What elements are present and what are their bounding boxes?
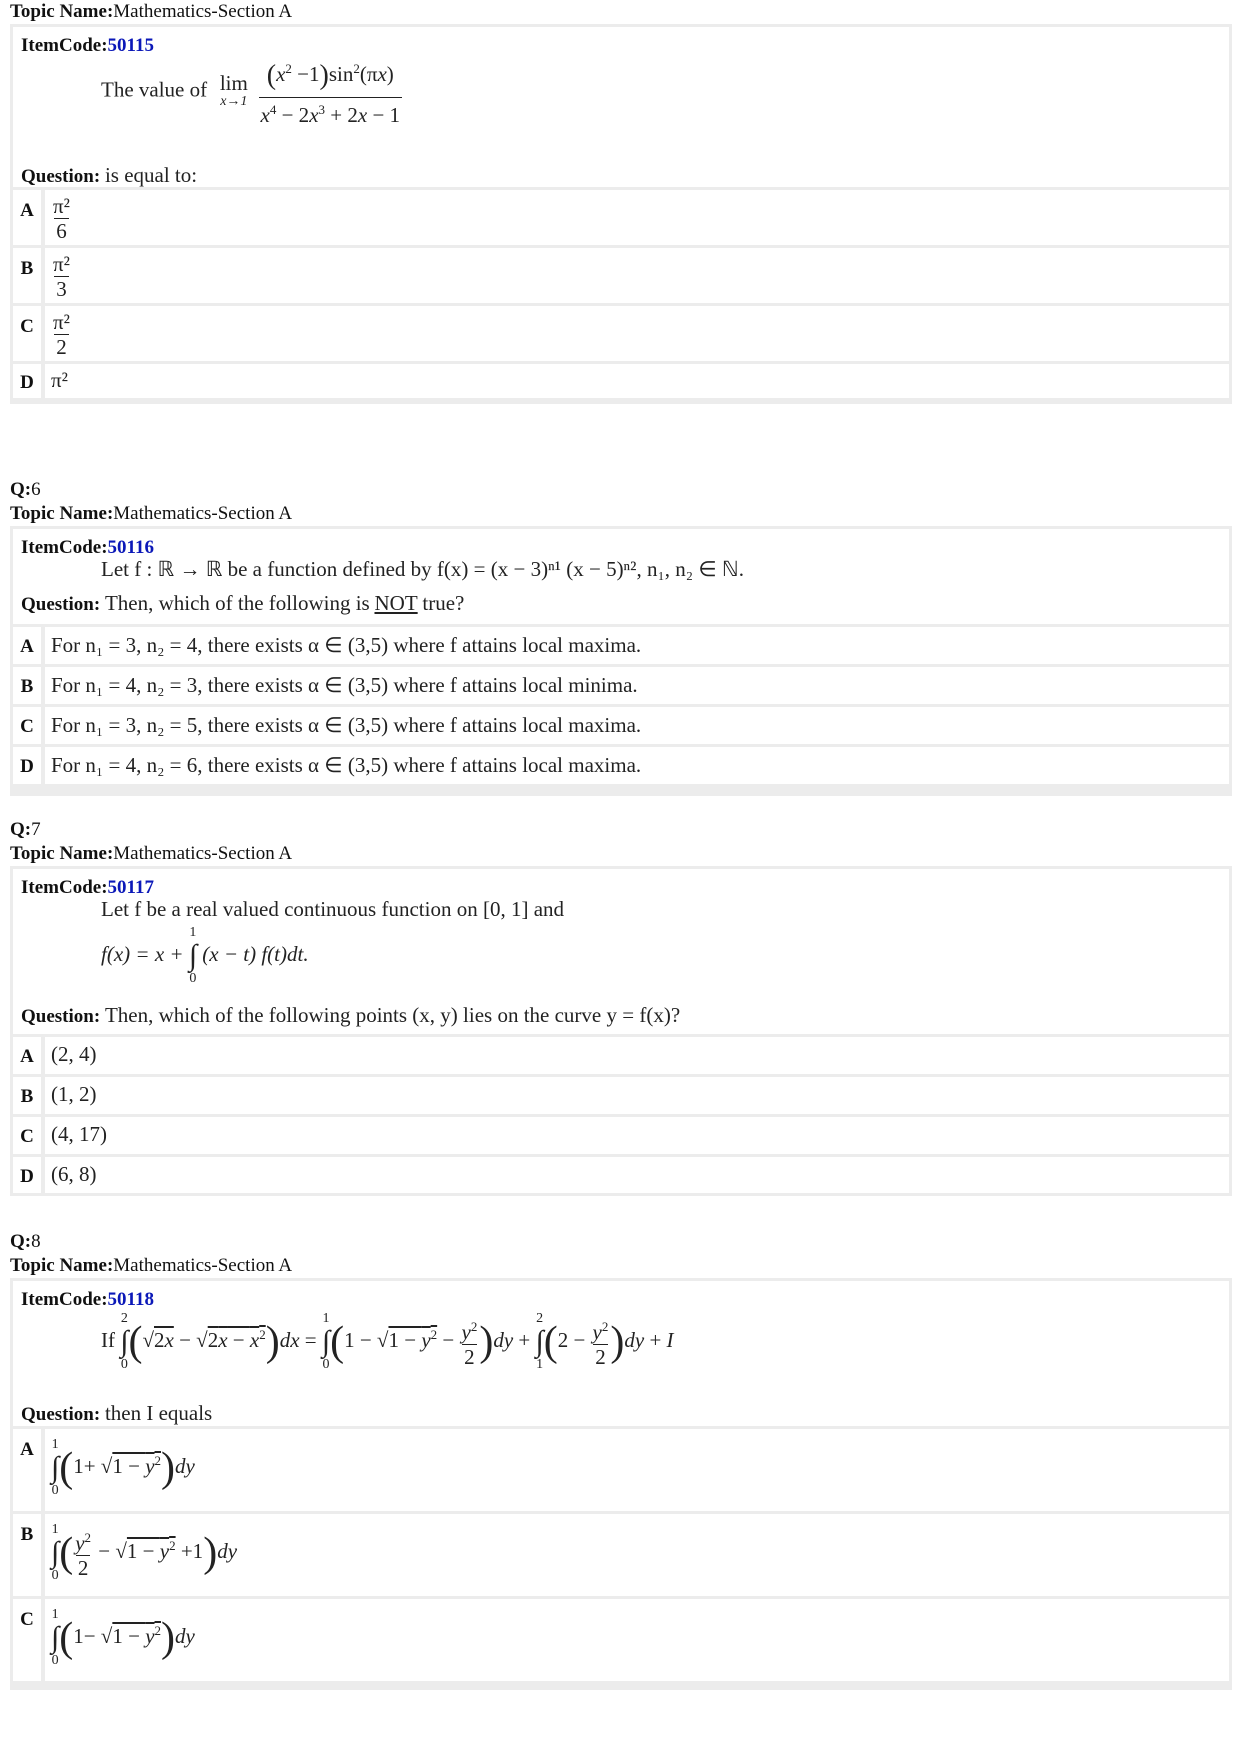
q5-stem-row — [13, 27, 1229, 187]
q8-stem-row — [13, 1281, 1229, 1426]
option-b[interactable]: B (1, 2) — [13, 1077, 1229, 1114]
item-code: ItemCode:50116 — [21, 537, 154, 558]
item-code: ItemCode:50118 — [21, 1289, 154, 1310]
question-number: Q:7 — [10, 819, 41, 840]
q6-stem-row — [13, 529, 1229, 624]
q7-stem-equation: f(x) = x + 1 ∫ 0 (x − t) f(t)dt. — [101, 925, 309, 986]
option-c[interactable]: C (4, 17) — [13, 1117, 1229, 1154]
option-a[interactable]: A For n₁ = 3, n₂ = 4, there exists α ∈ (3,5) where f attains local maxima. — [13, 627, 1229, 664]
q6-stem: Let f : ℝ → ℝ be a function defined by f(x) = (x − 3)ⁿ¹ (x − 5)ⁿ², n₁, n₂ ∈ ℕ. — [101, 557, 744, 581]
q7-stem-line1: Let f be a real valued continuous function on [0, 1] and — [101, 897, 565, 921]
topic-line: Topic Name:Mathematics-Section A — [10, 1255, 293, 1276]
q5-header — [10, 0, 1232, 24]
question-label: Question: is equal to: — [21, 163, 198, 187]
q7-stem-row — [13, 869, 1229, 1034]
question-number: Q:6 — [10, 479, 41, 500]
topic-line: Topic Name:Mathematics-Section A — [10, 843, 293, 864]
option-b[interactable]: B $\frac{\text{π²}}{3}$ — [13, 248, 1229, 303]
item-code: ItemCode:50115 — [21, 35, 154, 56]
q8-header — [10, 1230, 1232, 1278]
option-a[interactable]: A $\frac{\text{π²}}{6}$ — [13, 190, 1229, 245]
question-number: Q:8 — [10, 1231, 41, 1252]
q6-panel — [10, 526, 1232, 796]
q5-panel — [10, 24, 1232, 404]
limit-expression: lim x→1 — [219, 71, 248, 109]
option-b[interactable]: B 1 ∫ 0 ( $\frac{y^2}{2}$ − $√1 - y^2 +1)dy$ — [13, 1514, 1229, 1596]
topic-line: Topic Name:Mathematics-Section A — [10, 503, 293, 524]
option-d[interactable]: D For n₁ = 4, n₂ = 6, there exists α ∈ (3,5) where f attains local maxima. — [13, 747, 1229, 784]
q6-header — [10, 478, 1232, 526]
q7-panel — [10, 866, 1232, 1196]
item-code: ItemCode:50117 — [21, 877, 154, 898]
option-c[interactable]: C For n₁ = 3, n₂ = 5, there exists α ∈ (3,5) where f attains local maxima. — [13, 707, 1229, 744]
q8-panel — [10, 1278, 1232, 1690]
question-label: Question: then I equals — [21, 1401, 213, 1425]
q7-header — [10, 818, 1232, 866]
option-d[interactable]: D π² — [13, 364, 1229, 398]
integral-sign: 1 ∫ 0 — [188, 925, 198, 986]
q8-stem-equation: If 2 ∫ 0 $(√2x - √2x - x^2)dx$ = 1 ∫ 0 ($1 - √1 - y^2$ − $\frac{y^2}{2}$ )dy + 2 ∫ 1 (2 − $\frac{y^2}{2}$ )dy + I — [101, 1311, 674, 1372]
option-a[interactable]: A 1 ∫ 0 $(1+ √1 - y^2)dy$ — [13, 1429, 1229, 1511]
question-label: Question: Then, which of the following points (x, y) lies on the curve y = f(x)? — [21, 1003, 681, 1027]
option-d[interactable]: D (6, 8) — [13, 1157, 1229, 1193]
option-a[interactable]: A (2, 4) — [13, 1037, 1229, 1074]
option-c[interactable]: C $\frac{\text{π²}}{2}$ — [13, 306, 1229, 361]
question-label: Question: Then, which of the following is NOT true? — [21, 591, 465, 615]
option-b[interactable]: B For n₁ = 4, n₂ = 3, there exists α ∈ (3,5) where f attains local minima. — [13, 667, 1229, 704]
option-c[interactable]: C 1 ∫ 0 $(1- √1 - y^2)dy$ — [13, 1599, 1229, 1681]
topic-line: Topic Name:Mathematics-Section A — [10, 1, 293, 22]
limit-fraction: $\frac{(x^2 -1)\sin^2(\pi x)}{x^4 - 2x^3 + 2x - 1}$ — [260, 60, 401, 127]
q5-stem: The value of lim x→1 $\frac{(x^2 -1)\sin^2(\pi x)}{x^4 - 2x^3 + 2x - 1}$ — [101, 55, 402, 127]
